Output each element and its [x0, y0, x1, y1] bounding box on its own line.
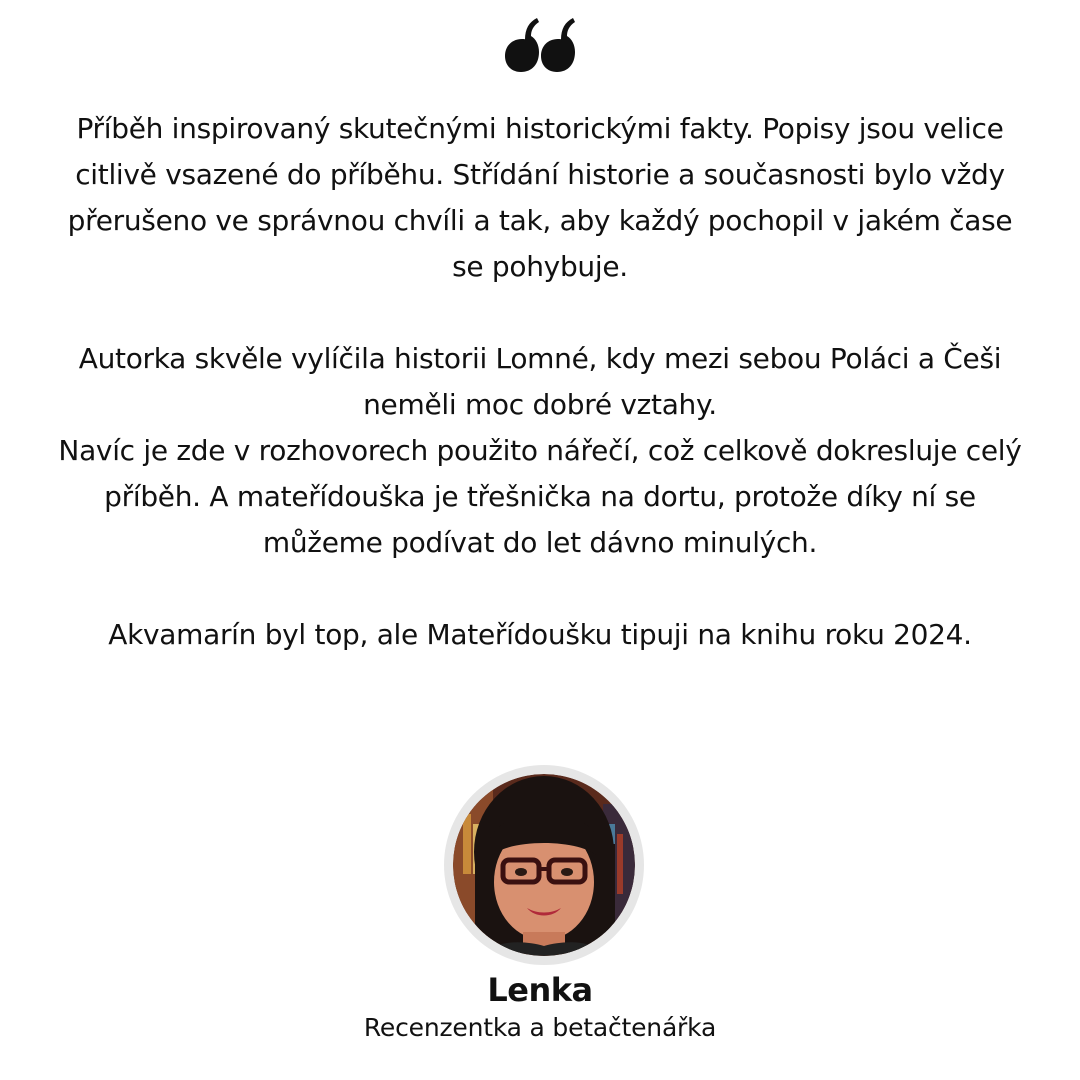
- reviewer-avatar: [444, 765, 644, 965]
- reviewer-name: Lenka: [487, 971, 593, 1009]
- paragraph-spacer: [50, 290, 1030, 336]
- paragraph-spacer: [50, 566, 1030, 612]
- quote-open-icon: [0, 12, 1080, 74]
- avatar-photo: [453, 774, 635, 956]
- testimonial-paragraph-2b: Navíc je zde v rozhovorech použito nářečí, což celkově dokresluje celý příběh. A mateřídouška je třešnička na dortu, protože díky ní se můžeme podívat do let dávno minulých.: [58, 434, 1022, 559]
- testimonial-paragraph-1: Příběh inspirovaný skutečnými historickými fakty. Popisy jsou velice citlivě vsazené do příběhu. Střídání historie a současnosti bylo vždy přerušeno ve správnou chvíli a tak, aby každý pochopil v jakém čase se pohybuje.: [67, 112, 1013, 283]
- testimonial-paragraph-3: Akvamarín byl top, ale Mateřídoušku tipuji na knihu roku 2024.: [108, 618, 972, 651]
- testimonial-text: [50, 106, 1030, 658]
- testimonial-paragraph-2a: Autorka skvěle vylíčila historii Lomné, kdy mezi sebou Poláci a Češi neměli moc dobré vztahy.: [78, 342, 1002, 421]
- reviewer-role: Recenzentka a betačtenářka: [363, 1013, 717, 1042]
